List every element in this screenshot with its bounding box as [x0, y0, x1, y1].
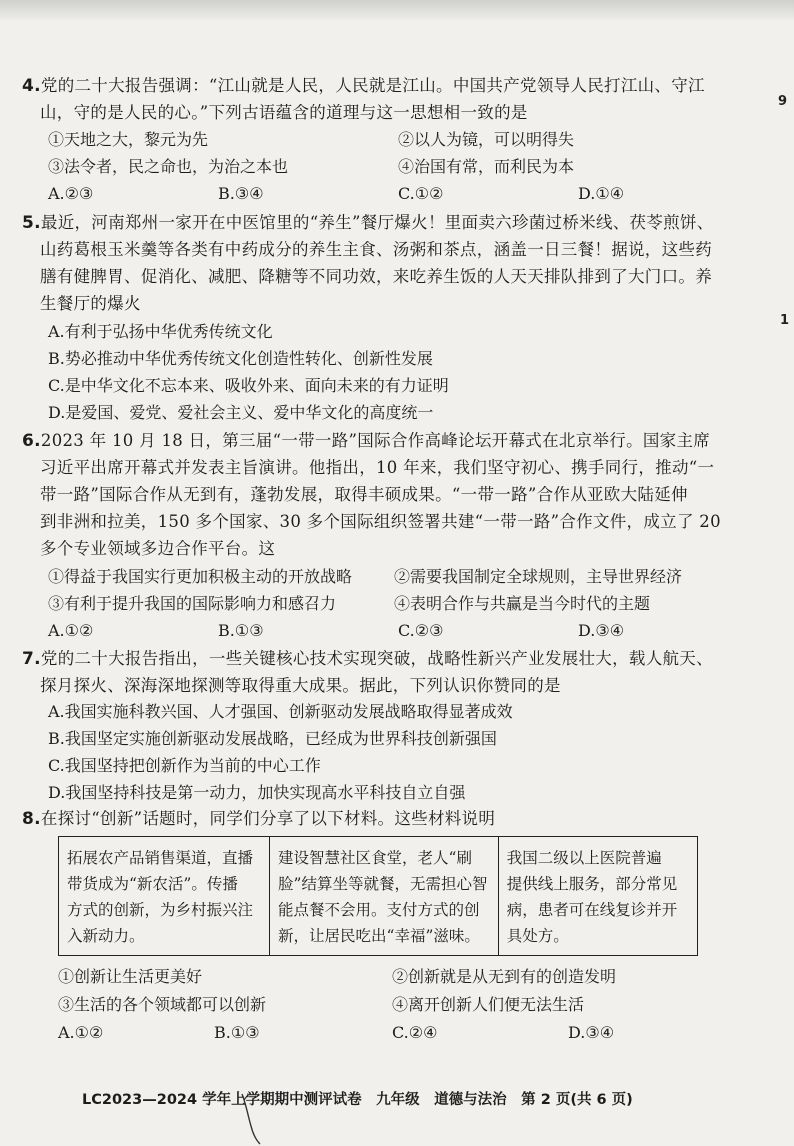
- statement: ②需要我国制定全球规则，主导世界经济: [394, 567, 683, 586]
- pen-stroke-mark: [238, 1090, 278, 1146]
- page-footer: LC2023—2024 学年上学期期中测评试卷 九年级 道德与法治 第 2 页(共 6 页): [82, 1092, 633, 1108]
- choice-d[interactable]: D.①④: [578, 184, 625, 203]
- choice-b[interactable]: B.③④: [218, 184, 264, 203]
- statement: ④治国有常，而利民为本: [398, 157, 575, 176]
- choice-a[interactable]: A.①②: [48, 621, 94, 640]
- choice-d[interactable]: D.③④: [578, 621, 625, 640]
- material-cell-2: 建设智慧社区食堂，老人“刷 脸”结算坐等就餐，无需担心智 能点餐不会用。支付方式的创 新，让居民吃出“幸福”滋味。: [270, 837, 499, 956]
- question-number: 4.: [22, 76, 41, 96]
- question-text: 多个专业领域多边合作平台。这: [40, 539, 276, 558]
- statement: ④表明合作与共赢是当今时代的主题: [394, 594, 651, 613]
- choice-c[interactable]: C.我国坚持把创新作为当前的中心工作: [48, 756, 321, 775]
- choice-d[interactable]: D.是爱国、爱党、爱社会主义、爱中华文化的高度统一: [48, 403, 434, 422]
- choice-b[interactable]: B.势必推动中华优秀传统文化创造性转化、创新性发展: [48, 349, 433, 368]
- question-text: 山，守的是人民的心。”下列古语蕴含的道理与这一思想相一致的是: [40, 103, 528, 122]
- question-text: 在探讨“创新”话题时，同学们分享了以下材料。这些材料说明: [40, 809, 496, 828]
- question-text: 最近，河南郑州一家开在中医馆里的“养生”餐厅爆火！里面卖六珍菌过桥米线、茯苓煎饼、: [40, 213, 714, 232]
- statement: ②以人为镜，可以明得失: [398, 130, 575, 149]
- choice-a[interactable]: A.②③: [48, 184, 94, 203]
- question-text: 党的二十大报告强调：“江山就是人民，人民就是江山。中国共产党领导人民打江山、守江: [40, 76, 705, 95]
- side-mark-9: 9: [778, 94, 788, 109]
- choice-a[interactable]: A.我国实施科教兴国、人才强国、创新驱动发展战略取得显著成效: [48, 702, 513, 721]
- side-mark-1: 1: [780, 313, 790, 328]
- question-text: 探月探火、深海深地探测等取得重大成果。据此，下列认识你赞同的是: [40, 676, 561, 695]
- choice-b[interactable]: B.我国坚定实施创新驱动发展战略，已经成为世界科技创新强国: [48, 729, 497, 748]
- choice-a[interactable]: A.①②: [58, 1023, 104, 1042]
- question-text: 山药葛根玉米羹等各类有中药成分的养生主食、汤粥和茶点，涵盖一日三餐！据说，这些药: [40, 240, 712, 259]
- choice-d[interactable]: D.③④: [568, 1023, 615, 1042]
- choice-b[interactable]: B.①③: [218, 621, 264, 640]
- choice-c[interactable]: C.是中华文化不忘本来、吸收外来、面向未来的有力证明: [48, 376, 449, 395]
- question-number: 6.: [22, 431, 41, 451]
- question-text: 膳有健脾胃、促消化、减肥、降糖等不同功效，来吃养生饭的人天天排队排到了大门口。养: [40, 267, 712, 286]
- question-text: 党的二十大报告指出，一些关键核心技术实现突破，战略性新兴产业发展壮大，载人航天、: [40, 649, 713, 668]
- material-cell-3: 我国二级以上医院普遍 提供线上服务，部分常见 病，患者可在线复诊并开 具处方。: [498, 837, 697, 956]
- statement: ①创新让生活更美好: [58, 967, 203, 986]
- question-text: 习近平出席开幕式并发表主旨演讲。他指出，10 年来，我们坚守初心、携手同行，推动“一: [40, 458, 715, 477]
- choice-d[interactable]: D.我国坚持科技是第一动力，加快实现高水平科技自立自强: [48, 783, 466, 802]
- question-text: 到非洲和拉美，150 多个国家、30 多个国际组织签署共建“一带一路”合作文件，成立了 20: [40, 512, 721, 531]
- choice-c[interactable]: C.①②: [398, 184, 444, 203]
- material-cell-1: 拓展农产品销售渠道，直播 带货成为“新农活”。传播 方式的创新，为乡村振兴注 入新动力。: [59, 837, 270, 956]
- statement: ④离开创新人们便无法生活: [392, 995, 585, 1014]
- choice-a[interactable]: A.有利于弘扬中华优秀传统文化: [48, 322, 273, 341]
- choice-c[interactable]: C.②④: [392, 1023, 438, 1042]
- statement: ③生活的各个领域都可以创新: [58, 995, 267, 1014]
- statement: ②创新就是从无到有的创造发明: [392, 967, 617, 986]
- question-text: 带一路”国际合作从无到有，蓬勃发展，取得丰硕成果。“一带一路”合作从亚欧大陆延伸: [40, 485, 688, 504]
- question-text: 生餐厅的爆火: [40, 294, 141, 313]
- question-number: 8.: [22, 809, 41, 829]
- question-number: 5.: [22, 213, 41, 233]
- statement: ①天地之大，黎元为先: [48, 130, 209, 149]
- statement: ①得益于我国实行更加积极主动的开放战略: [48, 567, 353, 586]
- scan-shadow-band: [0, 0, 794, 22]
- materials-table: [58, 836, 698, 956]
- statement: ③有利于提升我国的国际影响力和感召力: [48, 594, 337, 613]
- question-number: 7.: [22, 649, 41, 669]
- statement: ③法令者，民之命也，为治之本也: [48, 157, 289, 176]
- choice-b[interactable]: B.①③: [214, 1023, 260, 1042]
- question-text: 2023 年 10 月 18 日，第三届“一带一路”国际合作高峰论坛开幕式在北京举行。国家主席: [40, 431, 711, 450]
- choice-c[interactable]: C.②③: [398, 621, 444, 640]
